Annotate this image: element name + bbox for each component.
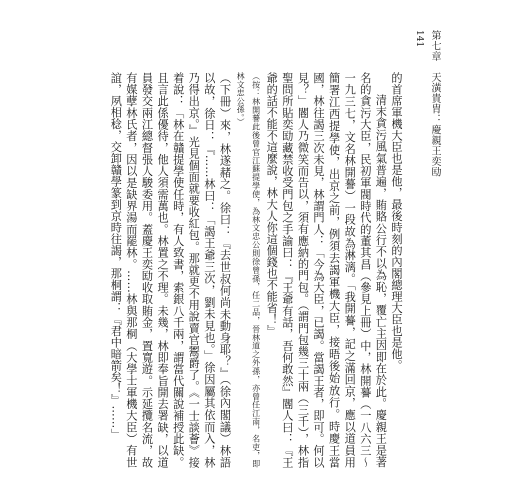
- paragraph: 清末貪污風氣普遍，賄賂公行不以為恥，覆亡主因即在於此。慶親王是著名的貪污大臣，民初軍閥時代的董其昌（參見上冊）中，林開謩（一八六三～一九三七，文名林開謩）一段故為淋漓。「我開謩，記之滿回京，應以道員用簡署江西提學使，出京之前，例須去謁軍機大臣，接晤後始放行。時慶王當國，林往謁三次未見，林謂門人：「今為大臣，已謁。當謁王者，即可。何以見？」閽人乃微笑而告以，須有應納的門包。（謂門包幾三十兩（三千），林指聖問所貼奕劻藏禁收受門包之手諭曰：『王爺有話，吾何敢然』閽人曰：『王爺的話不能不這麼說，林大人你這個錢也不能省！』: [265, 72, 388, 468]
- body-text: [74, 72, 404, 468]
- paragraph: 的首席軍機大臣也是他，最後時刻的內閣總理大臣也是他。: [390, 72, 403, 371]
- running-head: 第七章 天潢貴胄：慶親王奕劻: [429, 30, 440, 177]
- paragraph-note: （按：林開謩此後曾官江蘇提學使，為林文忠公則徐曾孫，任二品，晉林道之外孫，亦曾任江南，名吏，即林文忠公孫。）: [236, 72, 261, 468]
- page-number: 141: [414, 30, 424, 48]
- paragraph: （下冊）來，林遂赭之。徐曰：『去世叔何尚未動身耶？』（徐內閣議）林語以故，徐日：『……林曰：「謁王爺三次，劉未見也。」徐因屬其依而入，林乃得出京。』光見個面就要收紅包。那就更不用說賣官鬻爵了。《一士談薈》接着說：「林在贛提學使任時，有人致書，索銀八千兩，謂當代關說補授此缺。且言此係優待，他人須需萬也。林置之不理。未幾，林即奉旨開去署缺，以道員發交兩江總督張人駿委用。蓋慶王奕劻收取賄金，置寬遊。示延攬名流，故有媒孽林氏者，因以是缺界湯而罷林。……林與那桐（大學士軍機大臣）有世誼，夙相稔，交卸贛學篆到京時往謁，那桐謂：『君中暗箭矣！』……」: [109, 72, 232, 468]
